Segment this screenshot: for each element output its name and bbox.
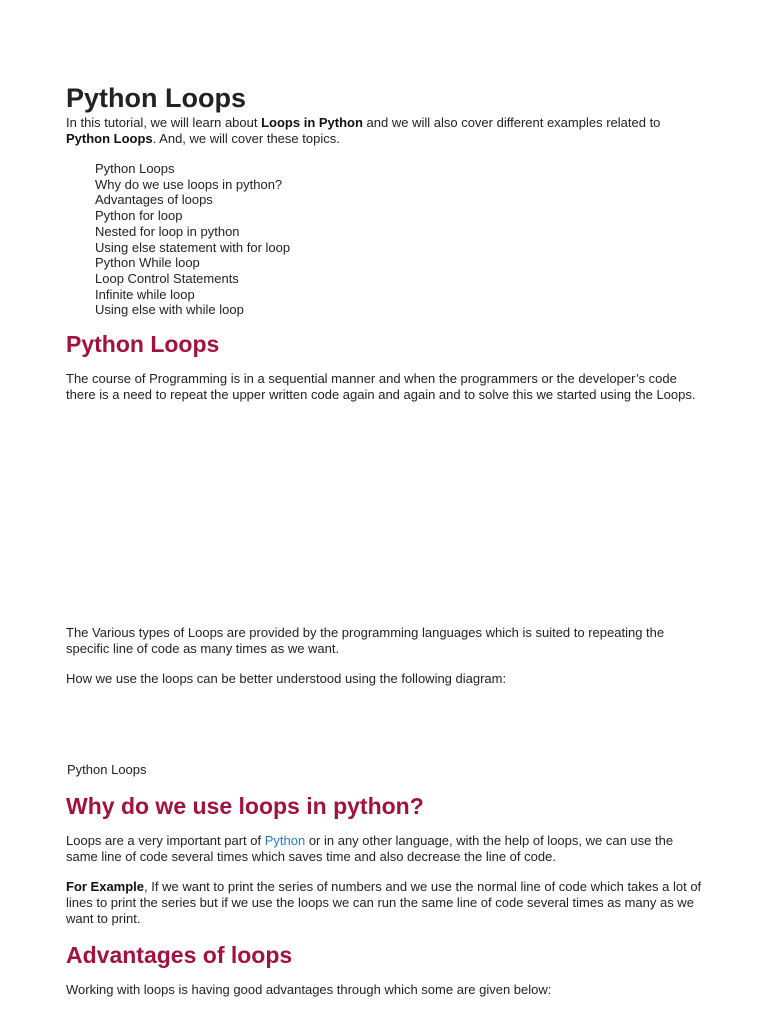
paragraph-diagram-intro: How we use the loops can be better understood using the following diagram:: [66, 671, 507, 686]
toc-item[interactable]: Python for loop: [95, 208, 183, 224]
toc-item[interactable]: Using else with while loop: [95, 302, 244, 318]
paragraph-course: The course of Programming is in a sequential manner and when the programmers or the developer’s code there is a need to repeat the upper written code again and again and to solve this we started using the Loops.: [66, 371, 696, 402]
section-heading-why-loops: Why do we use loops in python?: [66, 793, 424, 819]
diagram-caption: Python Loops: [67, 762, 147, 777]
table-of-contents: [95, 161, 290, 318]
image-placeholder: [66, 425, 706, 615]
paragraph-loops-important: [66, 833, 706, 865]
toc-item[interactable]: Advantages of loops: [95, 192, 213, 208]
why-text-2: or in any other language, with the help of loops, we can use the same line of code several times which saves time and also decrease the line of code.: [66, 833, 674, 864]
intro-text-3: . And, we will cover these topics.: [152, 131, 340, 146]
intro-text-2: and we will also cover different examples related to: [362, 115, 661, 130]
toc-item[interactable]: Using else statement with for loop: [95, 239, 291, 255]
section-heading-python-loops: Python Loops: [66, 331, 220, 357]
toc-item[interactable]: Nested for loop in python: [95, 223, 240, 239]
diagram-placeholder: [66, 695, 706, 755]
intro-bold-2: Python Loops: [66, 131, 153, 146]
intro-text-1: In this tutorial, we will learn about: [66, 115, 262, 130]
paragraph-advantages-intro: Working with loops is having good advantages through which some are given below:: [66, 982, 552, 997]
toc-item[interactable]: Python While loop: [95, 255, 200, 271]
paragraph-various-types: The Various types of Loops are provided by the programming languages which is suited to repeating the specific line of code as many times as we want.: [66, 625, 665, 656]
toc-item[interactable]: Python Loops: [95, 161, 175, 176]
why-text-1: Loops are a very important part of: [66, 833, 265, 848]
paragraph-for-example: [66, 879, 706, 927]
toc-item[interactable]: Loop Control Statements: [95, 270, 239, 286]
toc-item[interactable]: Infinite while loop: [95, 286, 195, 302]
python-link[interactable]: Python: [264, 833, 306, 848]
intro-paragraph: [66, 115, 706, 147]
intro-bold-1: Loops in Python: [261, 115, 363, 130]
for-example-text: , If we want to print the series of numbers and we use the normal line of code which takes a lot of lines to print the series but if we use the loops we can run the same line of code several times as many as we want to print.: [66, 879, 702, 926]
section-heading-advantages: Advantages of loops: [66, 942, 293, 968]
page-title: Python Loops: [66, 83, 246, 113]
toc-item[interactable]: Why do we use loops in python?: [95, 176, 283, 192]
for-example-bold: For Example: [66, 879, 145, 894]
